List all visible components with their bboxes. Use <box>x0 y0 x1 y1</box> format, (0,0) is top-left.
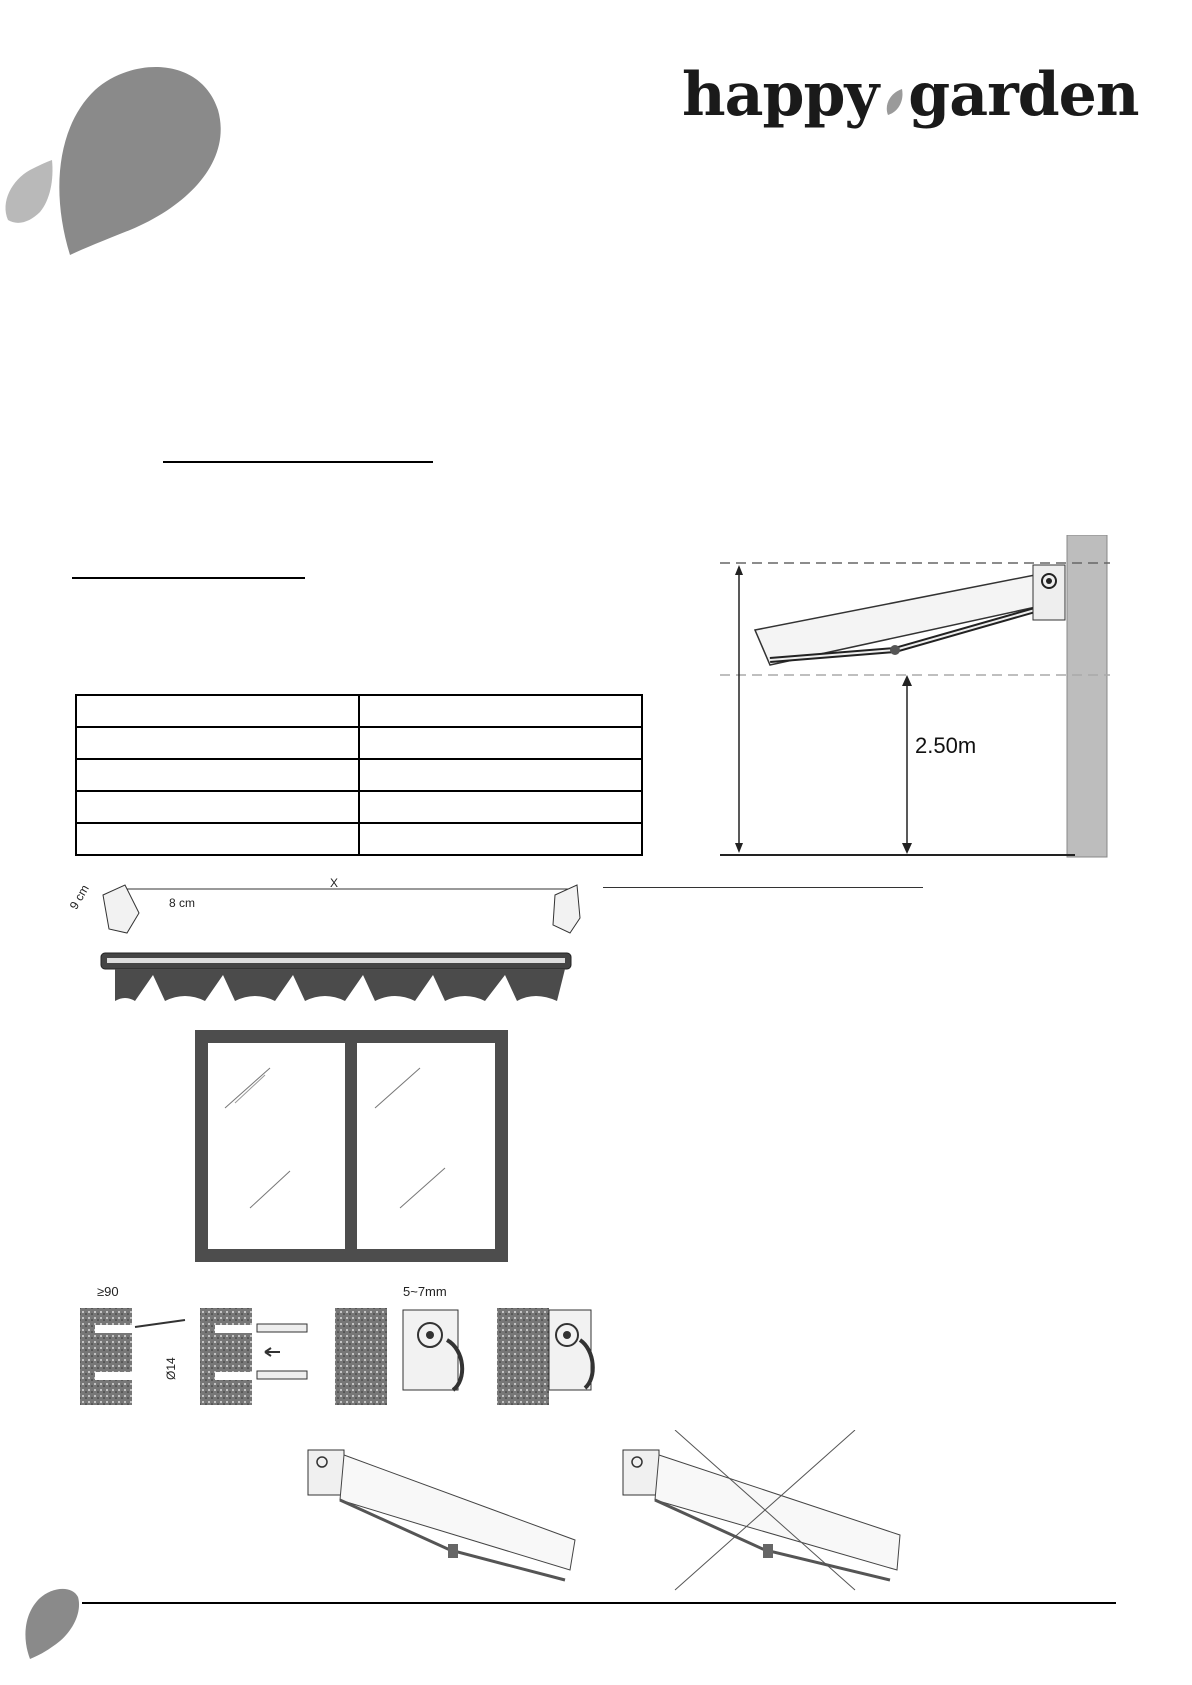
awning-valance <box>115 969 565 1001</box>
mounting-diagram <box>65 873 600 1278</box>
spec-table <box>75 694 643 856</box>
table-cell <box>76 823 359 855</box>
leaf-large-shape <box>59 67 220 255</box>
right-bracket <box>553 885 580 933</box>
width-label: X <box>330 876 339 890</box>
heading-underline <box>163 461 433 463</box>
brand-name-left: happy <box>682 60 879 130</box>
brand-logo <box>682 60 1138 130</box>
anchor-bolt <box>257 1324 307 1332</box>
table-cell <box>76 759 359 791</box>
bracket-offset-top-label: 9 cm <box>66 882 92 912</box>
table-cell <box>359 823 642 855</box>
table-cell <box>359 791 642 823</box>
wall-block-3 <box>335 1308 387 1405</box>
arm-position-correct <box>300 1430 590 1595</box>
bracket <box>623 1450 659 1495</box>
arm-position-incorrect <box>615 1430 915 1595</box>
wall <box>1067 535 1107 857</box>
wall-block-4 <box>497 1308 549 1405</box>
wall-block-1 <box>80 1308 132 1405</box>
footer-rule <box>82 1602 1116 1604</box>
gap-label: 5~7mm <box>403 1284 447 1299</box>
brand-name-right: garden <box>908 60 1139 130</box>
decorative-leaf-large <box>0 30 230 260</box>
window-pane-right <box>357 1043 495 1249</box>
clearance-label: 2.50m <box>915 733 977 758</box>
section-underline <box>603 887 923 888</box>
diameter-label: Ø14 <box>164 1357 178 1380</box>
table-cell <box>359 759 642 791</box>
min-depth-label: ≥90 <box>97 1284 119 1299</box>
bracket <box>308 1450 344 1495</box>
table-cell <box>359 727 642 759</box>
table-row <box>76 727 642 759</box>
leaf-small-shape <box>5 160 52 223</box>
window-pane-left <box>208 1043 345 1249</box>
table-row <box>76 695 642 727</box>
table-cell <box>76 791 359 823</box>
table-row <box>76 823 642 855</box>
subheading-underline <box>72 577 305 579</box>
table-cell <box>76 727 359 759</box>
left-bracket <box>103 885 139 933</box>
bracket-plate <box>403 1310 458 1390</box>
bracket-plate-mounted <box>549 1310 591 1390</box>
bracket-offset-side-label: 8 cm <box>169 896 196 910</box>
table-row <box>76 791 642 823</box>
wall-block-2 <box>200 1308 252 1405</box>
table-row <box>76 759 642 791</box>
drilling-steps-diagram <box>75 1280 600 1410</box>
table-cell <box>359 695 642 727</box>
table-cell <box>76 695 359 727</box>
brand-leaf-icon <box>884 87 904 117</box>
footer-leaf <box>22 1583 82 1661</box>
awning-side-diagram <box>715 535 1115 860</box>
